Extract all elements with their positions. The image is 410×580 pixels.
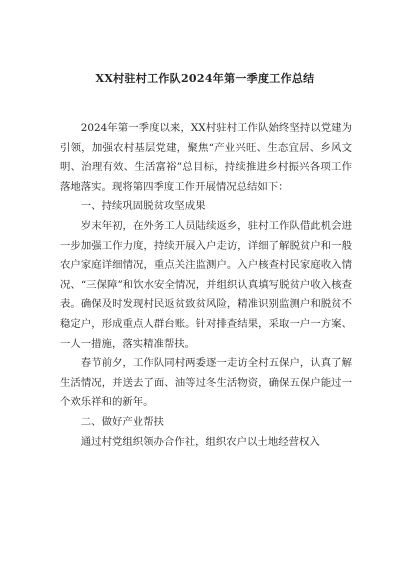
section-heading-1: 一、持续巩固脱贫攻坚成果 [80,200,206,213]
body-paragraph: 春节前夕，工作队同村两委逐一走访全村五保户，认真了解生活情况，并送去了面、油等过冬生活物资，确保五保户能过一个欢乐祥和的新年。 [60,357,352,409]
body-paragraph: 通过村党组织领办合作社，组织农户以土地经营权入 [80,435,320,448]
body-paragraph: 岁末年初，在外务工人员陆续返乡，驻村工作队借此机会进一步加强工作力度，持续开展入户走访，详细了解脱贫户和一般农户家庭详细情况，重点关注监测户。入户核查村民家庭收入情况、“三保障”和饮水安全情况，并组织认真填写脱贫户收入核查表。确保及时发现村民返贫致贫风险，精准识别监测户和脱贫不稳定户，形成重点人群台账。针对排查结果，采取一户一方案、一人一措施，落实精准帮扶。 [60,219,352,350]
document-body [60,119,352,452]
intro-paragraph: 2024年第一季度以来，XX村驻村工作队始终坚持以党建为引领，加强农村基层党建，聚焦“产业兴旺、生态宜居、乡风文明、治理有效、生活富裕”总目标，持续推进乡村振兴各项工作落地落实。现将第四季度工作开展情况总结如下： [60,122,352,193]
document-title: XX村驻村工作队2024年第一季度工作总结 [95,72,315,85]
section-heading-2: 二、做好产业帮扶 [80,415,164,428]
